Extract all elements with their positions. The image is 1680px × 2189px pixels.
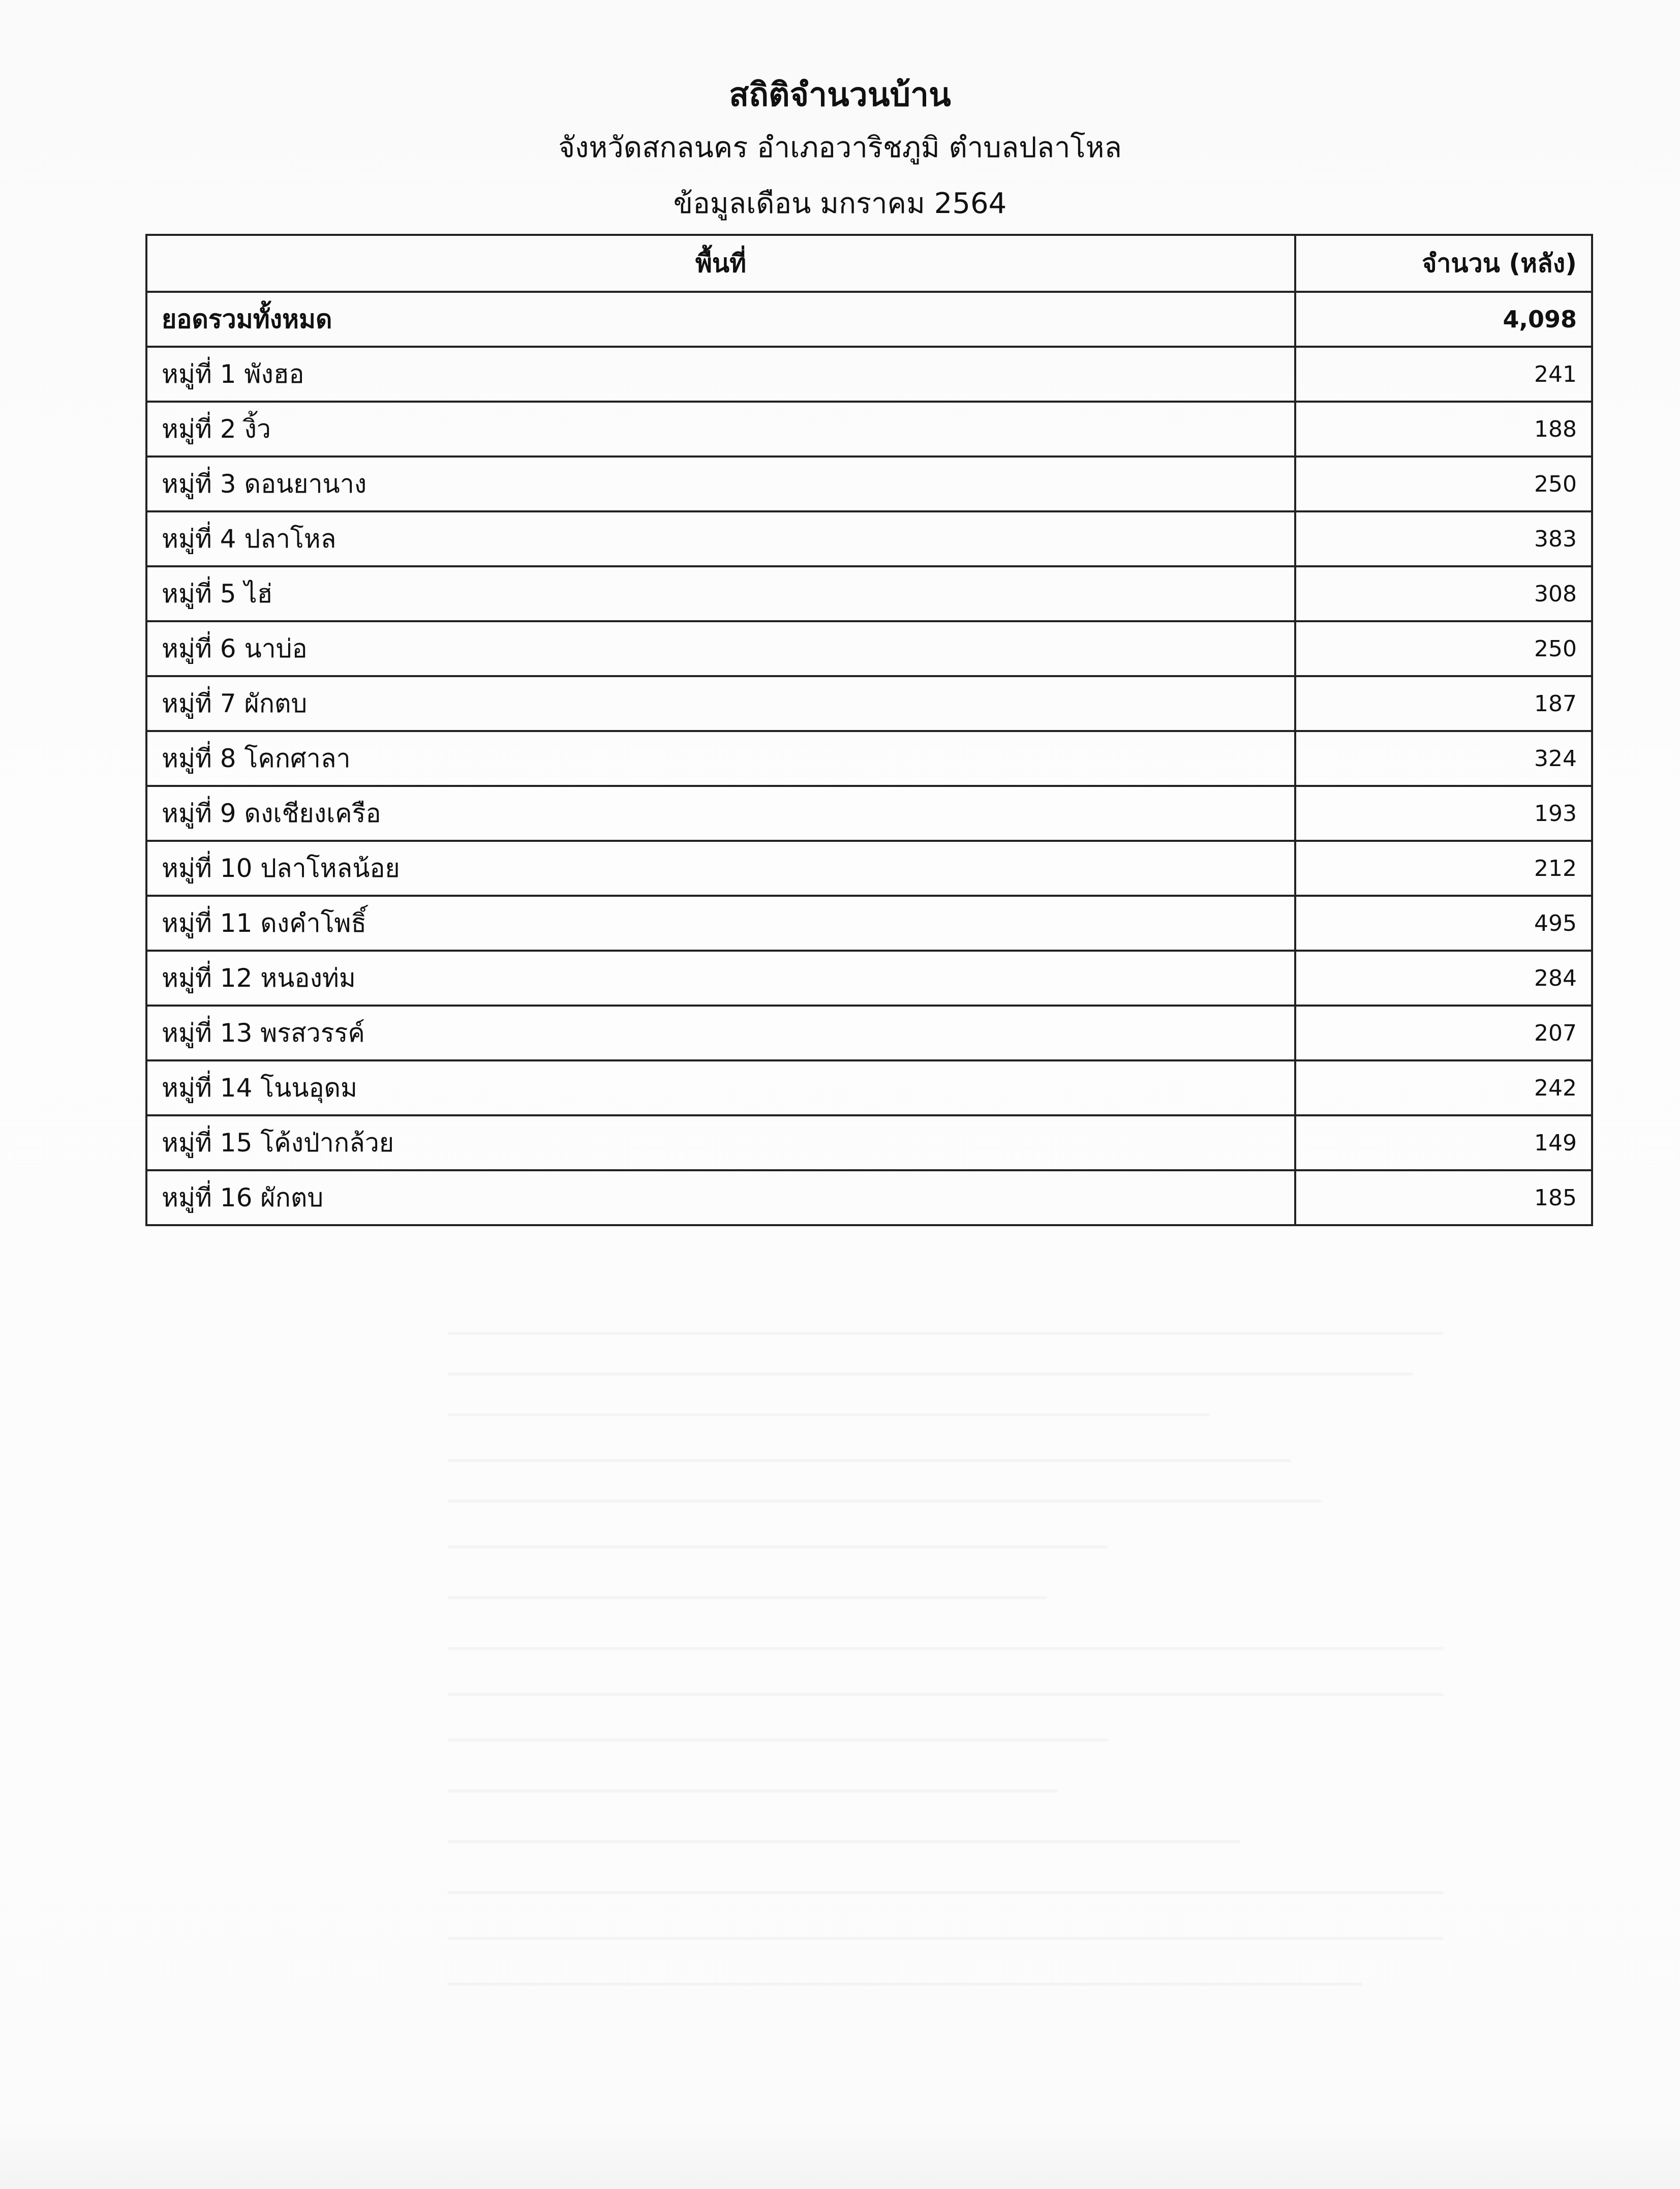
table-row: [146, 1060, 1592, 1115]
table-row: [146, 731, 1592, 786]
row-count: 187: [1295, 676, 1592, 731]
row-count: 242: [1295, 1060, 1592, 1115]
table-body: [146, 292, 1592, 1225]
row-area: หมู่ที่ 7 ผักตบ: [146, 676, 1295, 731]
table-row: [146, 951, 1592, 1006]
row-count: 284: [1295, 951, 1592, 1006]
row-area: หมู่ที่ 1 พังฮอ: [146, 347, 1295, 402]
table-row: [146, 457, 1592, 511]
total-value: 4,098: [1295, 292, 1592, 347]
row-area: หมู่ที่ 10 ปลาโหลน้อย: [146, 841, 1295, 896]
row-area: หมู่ที่ 6 นาบ่อ: [146, 621, 1295, 676]
row-count: 241: [1295, 347, 1592, 402]
column-header-count: จำนวน (หลัง): [1295, 235, 1592, 292]
table-row: [146, 896, 1592, 951]
table-row: [146, 1115, 1592, 1170]
row-count: 250: [1295, 457, 1592, 511]
table-row: [146, 786, 1592, 841]
table-row: [146, 621, 1592, 676]
row-area: หมู่ที่ 11 ดงคำโพธิ์: [146, 896, 1295, 951]
table-row: [146, 1170, 1592, 1225]
table-row: [146, 676, 1592, 731]
row-area: หมู่ที่ 15 โค้งป่ากล้วย: [146, 1115, 1295, 1170]
row-count: 212: [1295, 841, 1592, 896]
row-count: 149: [1295, 1115, 1592, 1170]
document-subtitle: จังหวัดสกลนคร อำเภอวาริชภูมิ ตำบลปลาโหล: [558, 131, 1122, 164]
row-area: หมู่ที่ 13 พรสวรรค์: [146, 1006, 1295, 1060]
table-row: [146, 347, 1592, 402]
row-count: 495: [1295, 896, 1592, 951]
column-header-area: พื้นที่: [146, 235, 1295, 292]
row-area: หมู่ที่ 14 โนนอุดม: [146, 1060, 1295, 1115]
document-date: ข้อมูลเดือน มกราคม 2564: [673, 187, 1007, 220]
row-count: 185: [1295, 1170, 1592, 1225]
table-header-row: [146, 235, 1592, 292]
row-count: 188: [1295, 402, 1592, 457]
total-label: ยอดรวมทั้งหมด: [146, 292, 1295, 347]
row-count: 308: [1295, 566, 1592, 621]
table-row: [146, 402, 1592, 457]
row-area: หมู่ที่ 12 หนองท่ม: [146, 951, 1295, 1006]
row-area: หมู่ที่ 9 ดงเชียงเครือ: [146, 786, 1295, 841]
table-row: [146, 511, 1592, 566]
document-title: สถิติจำนวนบ้าน: [729, 76, 951, 114]
scan-shadow: [0, 2120, 1680, 2189]
row-area: หมู่ที่ 3 ดอนยานาง: [146, 457, 1295, 511]
table-row: [146, 1006, 1592, 1060]
house-count-table: [145, 234, 1593, 1226]
row-count: 207: [1295, 1006, 1592, 1060]
row-count: 324: [1295, 731, 1592, 786]
row-count: 193: [1295, 786, 1592, 841]
table-row: [146, 566, 1592, 621]
row-area: หมู่ที่ 2 งิ้ว: [146, 402, 1295, 457]
table-row: [146, 841, 1592, 896]
row-count: 383: [1295, 511, 1592, 566]
row-area: หมู่ที่ 8 โคกศาลา: [146, 731, 1295, 786]
row-count: 250: [1295, 621, 1592, 676]
total-row: [146, 292, 1592, 347]
row-area: หมู่ที่ 4 ปลาโหล: [146, 511, 1295, 566]
row-area: หมู่ที่ 5 ไฮ่: [146, 566, 1295, 621]
row-area: หมู่ที่ 16 ผักตบ: [146, 1170, 1295, 1225]
